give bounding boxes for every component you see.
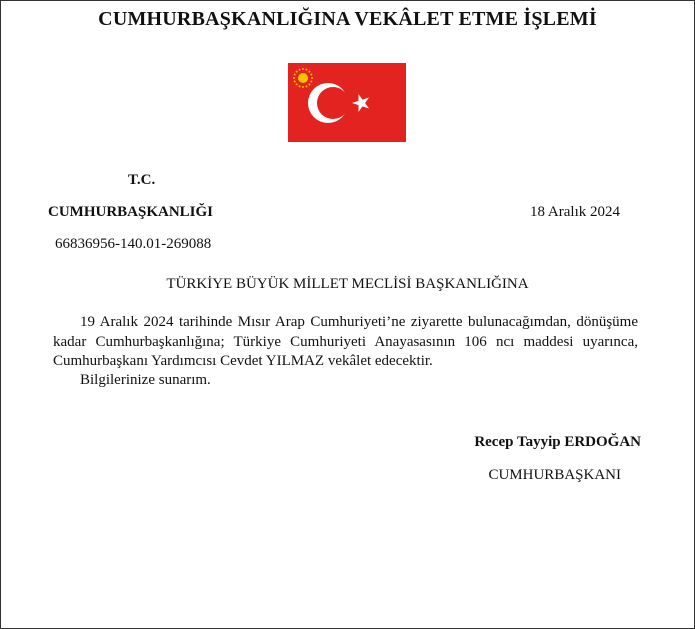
closing-line: Bilgilerinize sunarım. [80,372,211,388]
organization-name: CUMHURBAŞKANLIĞI [48,204,214,220]
sun-star-mark [308,71,310,73]
addressee: TÜRKİYE BÜYÜK MİLLET MECLİSİ BAŞKANLIĞINA [166,276,529,292]
signatory-title: CUMHURBAŞKANI [488,467,621,483]
sun-star-mark [299,85,301,87]
document-date: 18 Aralık 2024 [530,204,620,220]
sun-star-mark [305,69,307,71]
sun-star-mark [302,86,304,88]
sun-star-mark [310,80,312,82]
sun-star-mark [299,69,301,71]
document-title: CUMHURBAŞKANLIĞINA VEKÂLET ETME İŞLEMİ [98,8,597,30]
sun-star-mark [305,85,307,87]
document-number: 66836956-140.01-269088 [55,236,212,252]
body-paragraph: 19 Aralık 2024 tarihinde Mısır Arap Cumhuriyeti’ne ziyarette bulunacağımdan, dönüşüme kadar Cumhurbaşkanlığına; Türkiye Cumhuriyeti Anayasasının 106 ncı maddesi uyarınca, Cumhurbaşkanı Yardımcısı Cevdet YILMAZ vekâlet edecektir. [53,314,638,369]
sun-star-mark [294,74,296,76]
tc-label: T.C. [128,172,156,188]
sun-star-mark [294,80,296,82]
sun-star-mark [308,83,310,85]
presidential-flag-icon [288,63,406,142]
sun-star-mark [293,77,295,79]
sun-star-mark [296,83,298,85]
sun-star-mark [310,74,312,76]
sun-star-mark [311,77,313,79]
sun-star-mark [302,68,304,70]
sun-star-mark [296,71,298,73]
signatory-name: Recep Tayyip ERDOĞAN [474,434,641,450]
